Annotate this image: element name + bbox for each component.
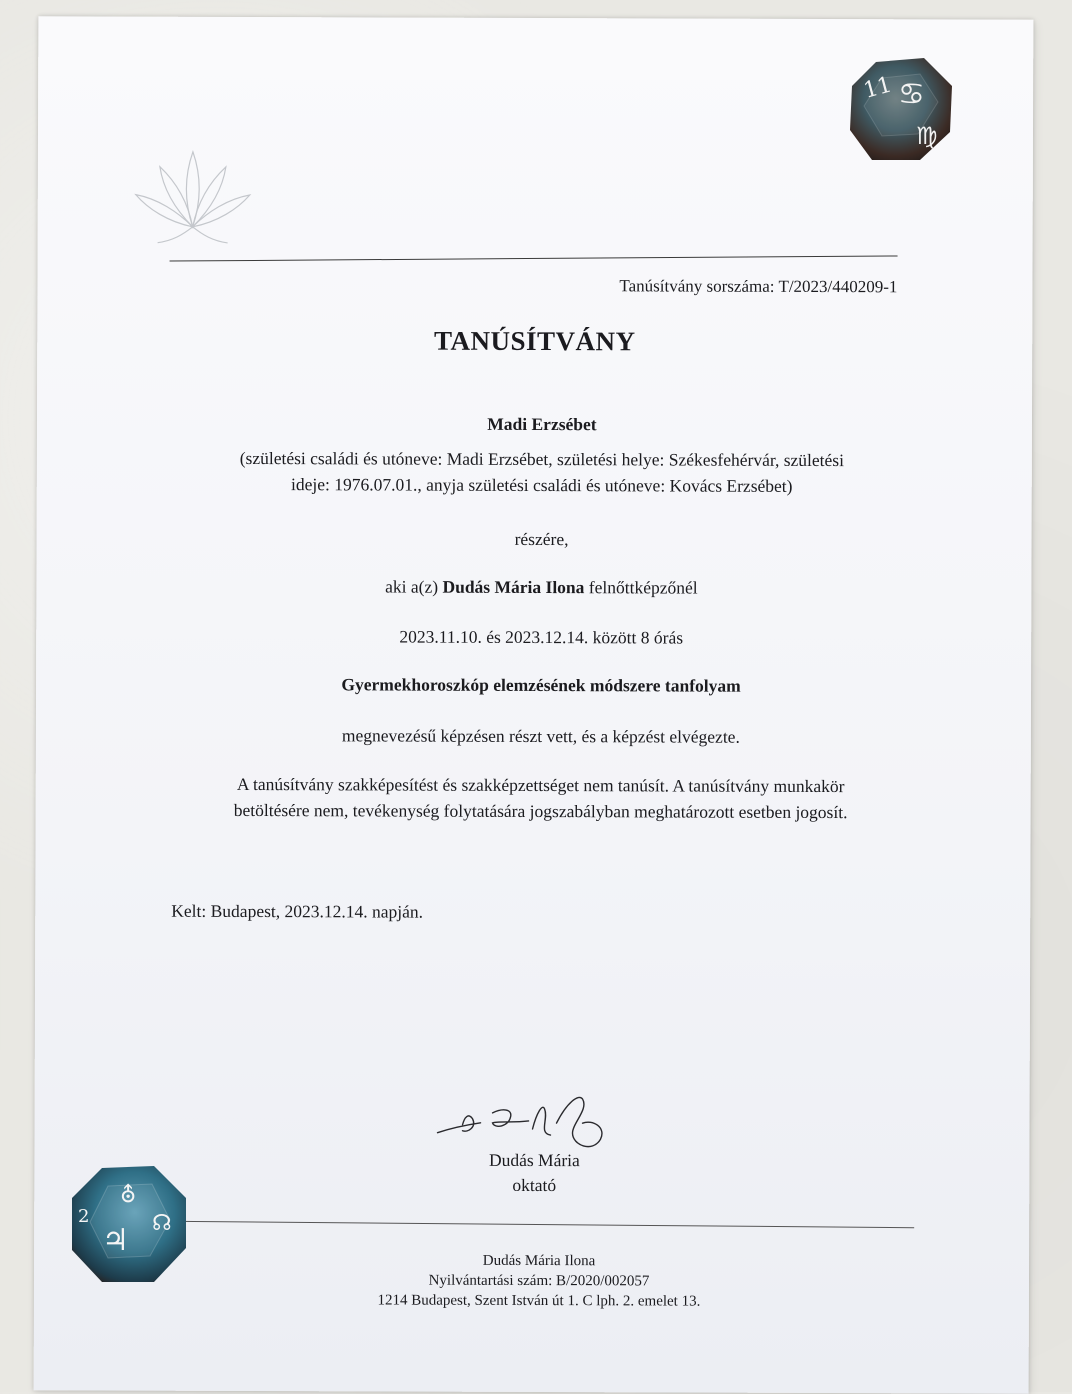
- birth-details: [147, 445, 937, 500]
- lotus-logo: [128, 137, 258, 247]
- header-rule: [170, 255, 898, 261]
- trainer-suffix: felnőttképzőnél: [584, 577, 698, 598]
- completion-text: megnevezésű képzésen részt vett, és a képzést elvégezte.: [341, 725, 740, 747]
- die-glyph-node: ☊: [152, 1211, 172, 1236]
- page-title: TANÚSÍTVÁNY: [433, 325, 636, 357]
- dice-top-right: [846, 56, 958, 166]
- trainer-line: [146, 573, 936, 602]
- die-glyph-cancer: ♋: [898, 77, 925, 112]
- course-name: Gyermekhoroszkóp elemzésének módszere tanfolyam: [341, 674, 741, 696]
- issue-place-date: Kelt: Budapest, 2023.12.14. napján.: [171, 900, 424, 922]
- recipient-name: Madi Erzsébet: [487, 413, 597, 435]
- die-glyph-virgo: ♍: [916, 122, 938, 150]
- die-glyph-jupiter: ♃: [102, 1223, 129, 1258]
- footer-org-name: Dudás Mária Ilona: [482, 1252, 596, 1270]
- reszere-text: részére,: [514, 528, 569, 550]
- dice-bottom-left: [68, 1164, 190, 1286]
- trainer-name: Dudás Mária Ilona: [442, 576, 585, 598]
- signer-name: Dudás Mária: [488, 1149, 580, 1171]
- birth-details-line-1: (születési családi és utóneve: Madi Erzsébet, születési helye: Székesfehérvár, születési: [239, 447, 845, 471]
- disclaimer: [146, 771, 936, 826]
- die-face-number: 11: [861, 72, 895, 104]
- handwritten-signature: [432, 1073, 612, 1154]
- footer-registration: Nyilvántartási szám: B/2020/002057: [428, 1272, 650, 1290]
- die-glyph-number: 2: [78, 1206, 90, 1227]
- disclaimer-line-1: A tanúsítvány szakképesítést és szakképzettséget nem tanúsít. A tanúsítvány munkakör: [236, 773, 845, 797]
- die-glyph-uranus: ⛢: [120, 1183, 137, 1208]
- signer-block: [454, 1148, 614, 1199]
- birth-details-line-2: ideje: 1976.07.01., anyja születési családi és utóneve: Kovács Erzsébet): [290, 474, 793, 496]
- footer-address: 1214 Budapest, Szent István út 1. C lph. 2. emelet 13.: [377, 1292, 701, 1310]
- signer-role: oktató: [512, 1174, 557, 1196]
- footer: [144, 1250, 934, 1313]
- course-dates: 2023.11.10. és 2023.12.14. között 8 órás: [399, 626, 684, 648]
- trainer-prefix: aki a(z): [385, 576, 443, 597]
- footer-rule: [179, 1221, 914, 1228]
- disclaimer-line-2: betöltésére nem, tevékenység folytatására jogszabályban meghatározott esetben jogosít.: [233, 799, 848, 823]
- certificate-serial: Tanúsítvány sorszáma: T/2023/440209-1: [619, 276, 898, 297]
